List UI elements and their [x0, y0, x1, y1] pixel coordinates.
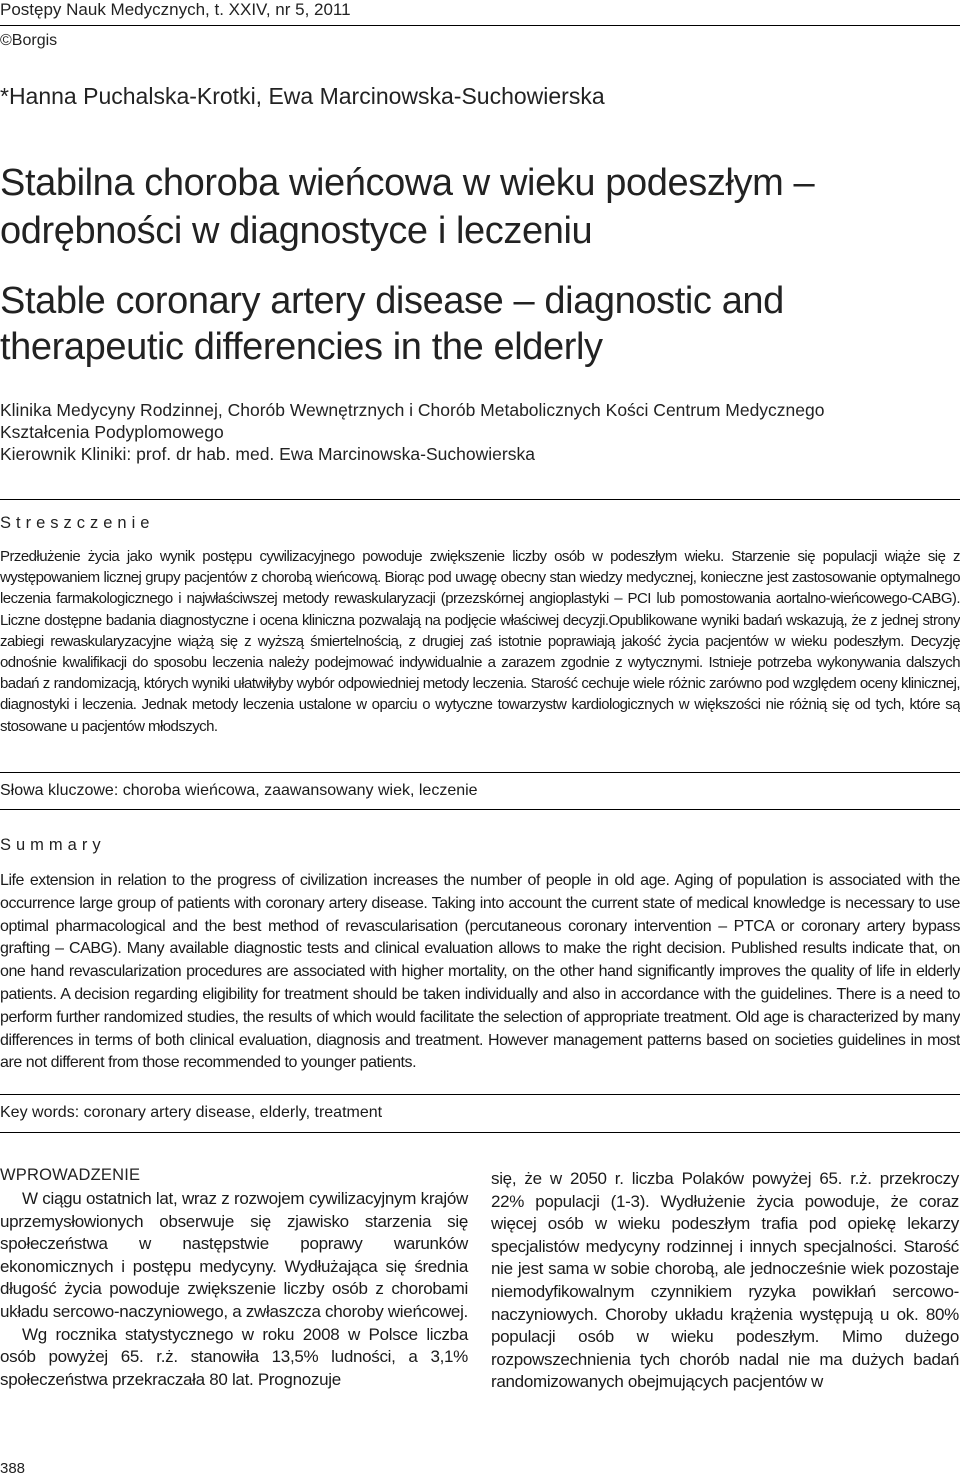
- journal-header: Postępy Nauk Medycznych, t. XXIV, nr 5, 2011: [0, 0, 351, 19]
- body-column-left: [0, 1188, 468, 1391]
- section-rule: [0, 1132, 960, 1133]
- section-rule: [0, 772, 960, 773]
- abstract-en-label: Summary: [0, 836, 106, 854]
- affiliation: [0, 399, 960, 465]
- authors: *Hanna Puchalska-Krotki, Ewa Marcinowska-Suchowierska: [0, 83, 605, 109]
- intro-paragraph-1: W ciągu ostatnich lat, wraz z rozwojem cywilizacyjnym krajów uprzemysłowionych obserwuje się zjawisko starzenia się społeczeństwa w następstwie poprawy warunków ekonomicznych i postępu medycyny. Wydłużająca się średnia długość życia powoduje zwiększenie liczby osób z chorobami układu sercowo-naczyniowego, a zwłaszcza choroby wieńcowej.: [0, 1189, 468, 1321]
- title-polish: Stabilna choroba wieńcowa w wieku podeszłym – odrębności w diagnostyce i leczeniu: [0, 162, 815, 252]
- intro-paragraph-3: się, że w 2050 r. liczba Polaków powyżej 65. r.ż. przekroczy 22% populacji (1-3). Wydłużenie życia powoduje, że coraz więcej osób w wieku podeszłym trafia pod opiekę lekarzy specjalistów medycyny rodzinnej i innych specjalności. Starość nie jest sama w sobie chorobą, ale jednocześnie wiek pozostaje niemodyfikowalnym czynnikiem ryzyka powikłań sercowo-naczyniowych. Choroby układu krążenia występują u ok. 80% populacji osób w wieku podeszłym. Mimo dużego rozpowszechnienia tych chorób nadal nie ma dużych badań randomizowanych obejmujących pacjentów w: [491, 1169, 959, 1392]
- section-rule: [0, 809, 960, 810]
- affiliation-line-1: Klinika Medycyny Rodzinnej, Chorób Wewnętrznych i Chorób Metabolicznych Kości Centrum Medycznego: [0, 400, 825, 420]
- keywords-polish: Słowa kluczowe: choroba wieńcowa, zaawansowany wiek, leczenie: [0, 782, 478, 799]
- abstract-pl-label: Streszczenie: [0, 514, 155, 532]
- keywords-english: Key words: coronary artery disease, elderly, treatment: [0, 1104, 383, 1121]
- page-number: 388: [0, 1460, 26, 1477]
- intro-paragraph-2: Wg rocznika statystycznego w roku 2008 w Polsce liczba osób powyżej 65. r.ż. stanowiła 13,5% ludności, a 3,1% społeczeństwa przekraczała 80 lat. Prognozuje: [0, 1324, 468, 1389]
- header-rule: [0, 25, 960, 26]
- copyright-notice: ©Borgis: [0, 32, 58, 49]
- title-english: Stable coronary artery disease – diagnostic and therapeutic differencies in the elderly: [0, 280, 784, 368]
- body-column-right: [491, 1168, 959, 1394]
- intro-heading: WPROWADZENIE: [0, 1166, 141, 1184]
- affiliation-line-3: Kierownik Kliniki: prof. dr hab. med. Ewa Marcinowska-Suchowierska: [0, 444, 535, 464]
- affiliation-line-2: Kształcenia Podyplomowego: [0, 422, 224, 442]
- abstract-english: Life extension in relation to the progress of civilization increases the number of people in old age. Aging of population is associated with the occurrence large group of patients with coronary artery disease. Taking into account the current state of medical knowledge is necessary to use optimal pharmacological and the best method of revascularisation (percutaneous coronary intervention – PTCA or coronary artery bypass grafting – CABG). Many available diagnostic tests and clinical evaluation allows to make the right decision. Published results indicate that, on one hand revascularization procedures are associated with higher mortality, on the other hand significantly improves the quality of life in elderly patients. A decision regarding eligibility for treatment should be taken individually and also in accordance with the guidelines. There is a need to perform further randomized studies, the results of which would facilitate the selection of appropriate treatment. Old age is characterized by many differences in terms of both clinical evaluation, diagnosis and treatment. However management patterns based on societies guidelines in most are not different from those recommended to younger patients.: [0, 872, 960, 1072]
- abstract-polish: Przedłużenie życia jako wynik postępu cywilizacyjnego powoduje zwiększenie liczby osób w podeszłym wieku. Starzenie się populacji wiąże się z występowaniem licznej grupy pacjentów z chorobą wieńcową. Biorąc pod uwagę obecny stan wiedzy medycznej, konieczne jest zastosowanie optymalnego leczenia farmakologicznego i najwłaściwszej metody rewaskularyzacji (przezskórnej angioplastyki – PCI lub pomostowania aortalno-wieńcowego-CABG). Liczne dostępne badania diagnostyczne i ocena kliniczna pozwalają na podjęcie właściwej decyzji.Opublikowane wyniki badań wskazują, że z jednej strony zabiegi rewaskularyzacyjne wiążą się z wyższą śmiertelnością, z drugiej zaś istotnie poprawiają jakość życia pacjentów w wieku podeszłym. Decyzję odnośnie kwalifikacji do sposobu leczenia należy podejmować indywidualnie a zarazem zgodnie z wytycznymi. Istnieje potrzeba wykonywania dalszych badań z randomizacją, których wyniki ułatwiłyby wybór odpowiedniej metody leczenia. Starość cechuje wiele różnic zarówno pod względem oceny klinicznej, diagnostyki i leczenia. Jednak metody leczenia ustalone w oparciu o wytyczne towarzystw kardiologicznych w większości nie różnią się od tych, które są stosowane u pacjentów młodszych.: [0, 548, 960, 735]
- section-rule: [0, 499, 960, 500]
- section-rule: [0, 1094, 960, 1095]
